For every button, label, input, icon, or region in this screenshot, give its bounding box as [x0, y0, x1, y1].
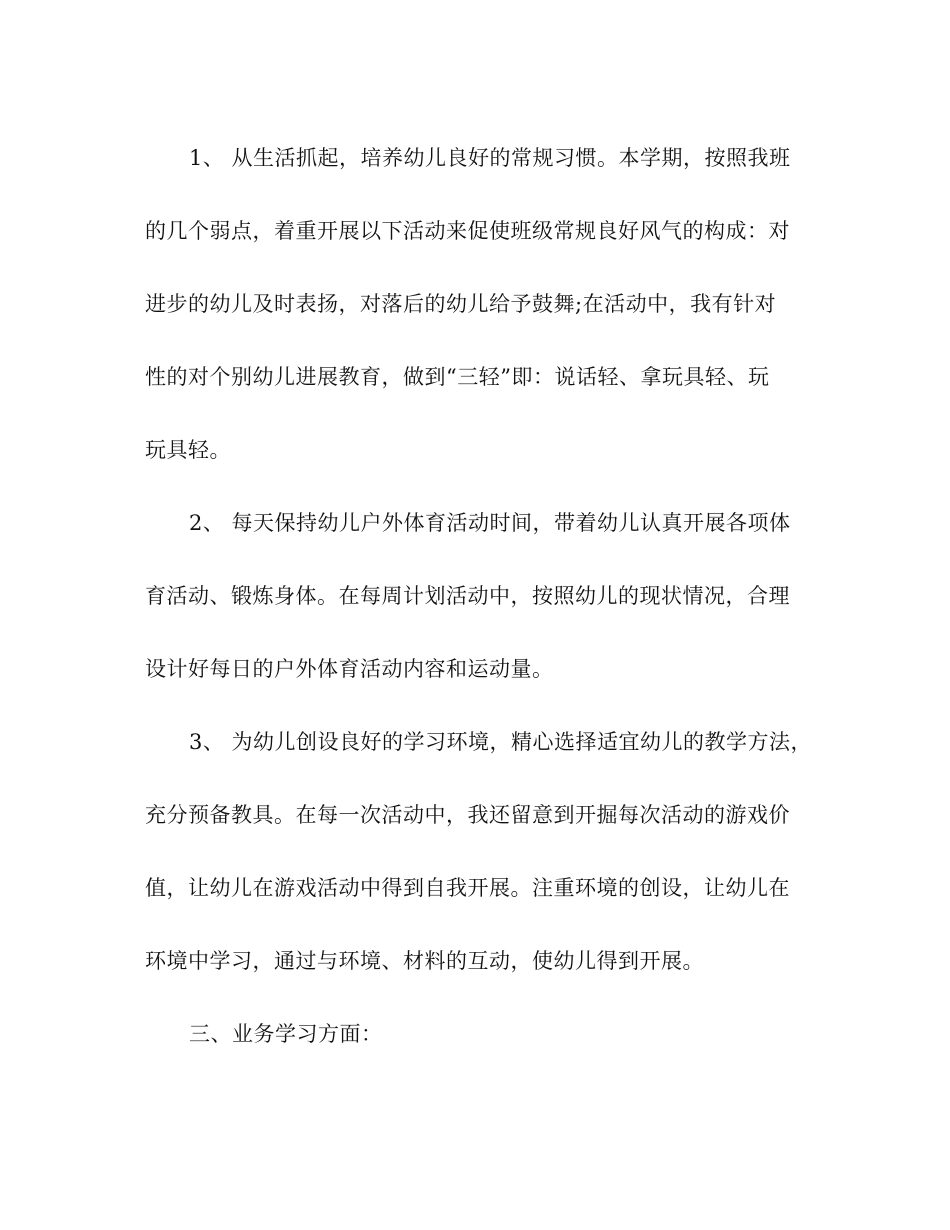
text-line-7: 育活动、锻炼身体。在每周计划活动中，按照幼儿的现状情况，合理 [145, 584, 790, 608]
text-line-8: 设计好每日的户外体育活动内容和运动量。 [145, 657, 554, 681]
text-line-3: 进步的幼儿及时表扬，对落后的幼儿给予鼓舞;在活动中，我有针对 [145, 292, 777, 316]
text-line-4: 性的对个别幼儿进展教育，做到“三轻”即：说话轻、拿玩具轻、玩 [145, 365, 770, 389]
section-heading: 三、业务学习方面： [189, 1022, 383, 1046]
text-line-9: 3、 为幼儿创设良好的学习环境，精心选择适宜幼儿的教学方法， [189, 730, 813, 754]
document-body [145, 140, 815, 1089]
text-line-10: 充分预备教具。在每一次活动中，我还留意到开掘每次活动的游戏价 [145, 803, 790, 827]
text-line-2: 的几个弱点，着重开展以下活动来促使班级常规良好风气的构成：对 [145, 219, 790, 243]
text-line-1: 1、 从生活抓起，培养幼儿良好的常规习惯。本学期，按照我班 [189, 146, 791, 170]
text-line-12: 环境中学习，通过与环境、材料的互动，使幼儿得到开展。 [145, 949, 704, 973]
text-line-5: 玩具轻。 [145, 438, 231, 462]
text-line-11: 值，让幼儿在游戏活动中得到自我开展。注重环境的创设，让幼儿在 [145, 876, 790, 900]
text-line-6: 2、 每天保持幼儿户外体育活动时间，带着幼儿认真开展各项体 [189, 511, 791, 535]
